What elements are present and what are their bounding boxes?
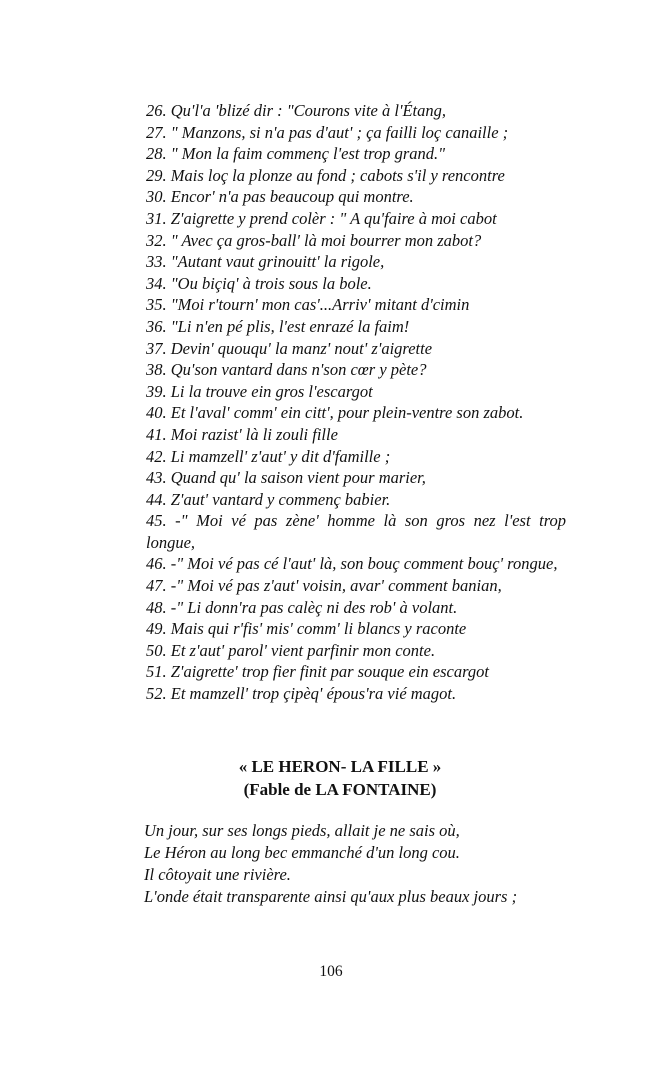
verse-line: 44. Z'aut' vantard y commenç babier. bbox=[146, 489, 391, 509]
verse-line: 35. "Moi r'tourn' mon cas'...Arriv' mitant d'cimin bbox=[146, 295, 470, 315]
page-number-text: 106 bbox=[319, 963, 343, 980]
verse-line: 27. " Manzons, si n'a pas d'aut' ; ça failli loç canaille ; bbox=[146, 122, 509, 142]
verse-line: 45. -" Moi vé pas zène' homme là son gros nez l'est trop longue, bbox=[146, 511, 566, 552]
fable-excerpt bbox=[144, 820, 584, 908]
verse-line: 28. " Mon la faim commenç l'est trop grand." bbox=[146, 144, 446, 164]
verse-line: 31. Z'aigrette y prend colèr : " A qu'faire à moi cabot bbox=[146, 208, 497, 228]
verse-line: 36. "Li n'en pé plis, l'est enrazé la faim! bbox=[146, 316, 410, 336]
fable-line: Un jour, sur ses longs pieds, allait je ne sais où, bbox=[144, 821, 460, 840]
fable-line: Il côtoyait une rivière. bbox=[144, 865, 291, 884]
verse-line: 50. Et z'aut' parol' vient parfinir mon conte. bbox=[146, 640, 436, 660]
verse-line: 42. Li mamzell' z'aut' y dit d'famille ; bbox=[146, 446, 391, 466]
fable-line: L'onde était transparente ainsi qu'aux plus beaux jours ; bbox=[144, 887, 518, 906]
verse-line: 41. Moi razist' là li zouli fille bbox=[146, 424, 338, 444]
fable-subtitle: (Fable de LA FONTAINE) bbox=[243, 780, 437, 799]
verse-line: 29. Mais loç la plonze au fond ; cabots s'il y rencontre bbox=[146, 165, 505, 185]
verse-line: 51. Z'aigrette' trop fier finit par souque ein escargot bbox=[146, 662, 489, 682]
verse-line: 49. Mais qui r'fis' mis' comm' li blancs y raconte bbox=[146, 619, 467, 639]
fable-line: Le Héron au long bec emmanché d'un long cou. bbox=[144, 843, 460, 862]
verse-line: 47. -" Moi vé pas z'aut' voisin, avar' comment banian, bbox=[146, 576, 502, 596]
verse-line: 32. " Avec ça gros-ball' là moi bourrer mon zabot? bbox=[146, 230, 482, 250]
verse-line: 46. -" Moi vé pas cé l'aut' là, son bouç comment bouç' rongue, bbox=[146, 554, 558, 574]
verse-line: 48. -" Li donn'ra pas calèç ni des rob' à volant. bbox=[146, 597, 458, 617]
page-number bbox=[0, 963, 650, 981]
verse-line: 33. "Autant vaut grinouitt' la rigole, bbox=[146, 252, 385, 272]
verse-line: 26. Qu'l'a 'blizé dir : "Courons vite à l'Étang, bbox=[146, 101, 447, 120]
verse-line: 43. Quand qu' la saison vient pour marier, bbox=[146, 468, 426, 488]
verse-line: 39. Li la trouve ein gros l'escargot bbox=[146, 381, 373, 401]
verse-line: 52. Et mamzell' trop çipèq' épous'ra vié magot. bbox=[146, 684, 457, 704]
creole-poem bbox=[146, 100, 566, 705]
verse-line: 37. Devin' quouqu' la manz' nout' z'aigrette bbox=[146, 338, 433, 358]
verse-line: 40. Et l'aval' comm' ein citt', pour plein-ventre son zabot. bbox=[146, 403, 524, 423]
fable-heading bbox=[0, 755, 650, 801]
verse-line: 30. Encor' n'a pas beaucoup qui montre. bbox=[146, 187, 414, 207]
fable-title: « LE HERON- LA FILLE » bbox=[238, 757, 442, 776]
verse-line: 38. Qu'son vantard dans n'son cœr y pète? bbox=[146, 360, 427, 380]
verse-line: 34. "Ou biçiq' à trois sous la bole. bbox=[146, 273, 372, 293]
